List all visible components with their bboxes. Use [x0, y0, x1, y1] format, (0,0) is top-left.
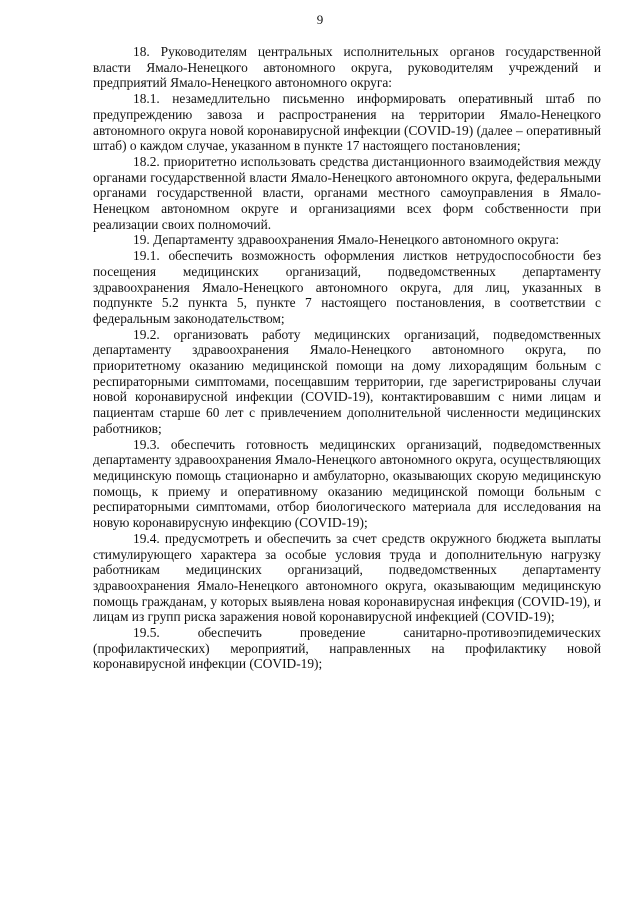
page-number: 9 [316, 12, 324, 27]
paragraph-18-1: 18.1. незамедлительно письменно информировать оперативный штаб по предупреждению завоза и распространения на территории Ямало-Ненецкого автономного округа новой коронавирусной инфекции (COVID-19) (далее – оперативный штаб) о каждом случае, указанном в пункте 17 настоящего постановления; [93, 91, 601, 154]
paragraph-18-2: 18.2. приоритетно использовать средства дистанционного взаимодействия между органами государственной власти Ямало-Ненецкого автономного округа, федеральными органами государственной власти, органами местного самоуправления в Ямало-Ненецком автономном округе и организациями всех форм собственности при реализации своих полномочий. [93, 153, 601, 232]
paragraph-19-2: 19.2. организовать работу медицинских организаций, подведомственных департаменту здравоохранения Ямало-Ненецкого автономного округа, по приоритетному оказанию медицинской помощи на дому лихорадящим больным с респираторными симптомами, посещавшим территории, где зарегистрированы случаи новой коронавирусной инфекции (COVID-19), контактировавшим с ними лицам и пациентам старше 60 лет с привлечением дополнительной численности медицинских работников; [93, 326, 601, 436]
document-body [93, 44, 601, 672]
paragraph-19-5: 19.5. обеспечить проведение санитарно-противоэпидемических (профилактических) мероприятий, направленных на профилактику новой коронавирусной инфекции (COVID-19); [93, 625, 601, 672]
paragraph-19-3: 19.3. обеспечить готовность медицинских организаций, подведомственных департаменту здравоохранения Ямало-Ненецкого автономного округа, осуществляющих медицинскую помощь стационарно и амбулаторно, оказывающих скорую медицинскую помощь, к приему и оперативному оказанию медицинской помощи больным с респираторными симптомами, отбор биологического материала для исследования на новую коронавирусную инфекцию (COVID-19); [93, 436, 601, 531]
paragraph-19-1: 19.1. обеспечить возможность оформления листков нетрудоспособности без посещения медицинских организаций, подведомственных департаменту здравоохранения Ямало-Ненецкого автономного округа, для лиц, указанных в подпункте 5.2 пункта 5, пункте 7 настоящего постановления, в соответствии с федеральным законодательством; [93, 248, 601, 326]
paragraph-19-4: 19.4. предусмотреть и обеспечить за счет средств окружного бюджета выплаты стимулирующего характера за особые условия труда и дополнительную нагрузку работникам медицинских организаций, подведомственных департаменту здравоохранения Ямало-Ненецкого автономного округа, оказывающим медицинскую помощь гражданам, у которых выявлена новая коронавирусная инфекция (COVID-19), и лицам из групп риска заражения новой коронавирусной инфекцией (COVID-19); [93, 530, 601, 625]
paragraph-18: 18. Руководителям центральных исполнительных органов государственной власти Ямало-Ненецкого автономного округа, руководителям учреждений и предприятий Ямало-Ненецкого автономного округа: [93, 44, 601, 91]
paragraph-19: 19. Департаменту здравоохранения Ямало-Ненецкого автономного округа: [133, 232, 560, 248]
